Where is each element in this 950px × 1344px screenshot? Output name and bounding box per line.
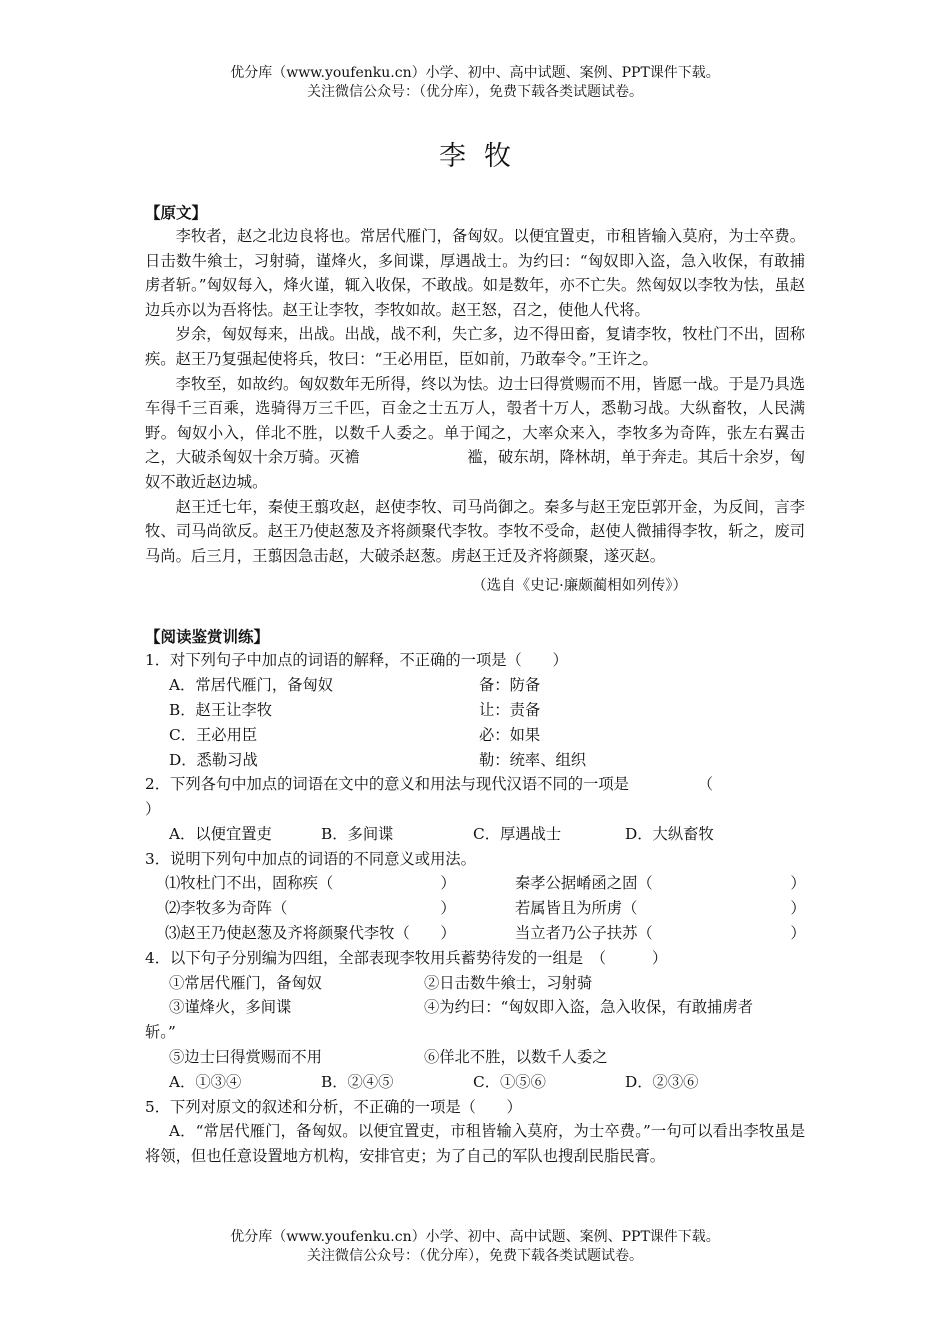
question-4-item-1: ①常居代雁门，备匈奴 [169,973,322,992]
question-3-compare-item: 秦孝公据崤函之固（ ） [515,874,806,893]
question-4-options [145,1070,805,1095]
option-explanation: 必：如果 [479,725,541,744]
question-3-item: ⑵李牧多为奇阵（ ） [165,899,456,918]
question-1-stem: 1．对下列句子中加点的词语的解释，不正确的一项是（ ） [145,651,568,670]
question-3-item: ⑴牧杜门不出，固称疾（ ） [165,874,456,893]
question-3-compare-item: 当立者乃公子扶苏（ ） [515,924,806,943]
question-3-item: ⑶赵王乃使赵葱及齐将颜聚代李牧（ ） [165,924,456,943]
question-2-options [145,822,805,847]
question-2-option-a: A．以便宜置吏 [169,824,272,843]
question-4-item-5: ⑤边士曰得赏赐而不用 [169,1048,322,1067]
question-3-row-1 [145,871,805,896]
question-2-stem: 2．下列各句中加点的词语在文中的意义和用法与现代汉语不同的一项是 （ [145,775,714,794]
question-5-option-a: A．“常居代雁门，备匈奴。以便宜置吏，市租皆输入莫府，为士卒费。”一句可以看出李牧虽是将领，但也任意设置地方机构，安排官吏；为了自己的军队也搜刮民脂民膏。 [145,1122,805,1166]
footer-line-1: 优分库（www.youfenku.cn）小学、初中、高中试题、案例、PPT课件下载。 [230,1229,720,1245]
question-3-row-3 [145,921,805,946]
question-3-row-2 [145,896,805,921]
original-paragraph-4: 赵王迁七年，秦使王翦攻赵，赵使李牧、司马尚御之。秦多与赵王宠臣郭开金，为反间，言李牧、司马尚欲反。赵王乃使赵葱及齐将颜聚代李牧。李牧不受命，赵使人微捕得李牧，斩之，废司马尚。后三月，王翦因急击赵，大破杀赵葱。虏赵王迁及齐将颜聚，遂灭赵。 [145,497,805,565]
option-explanation: 备：防备 [479,676,541,695]
question-4-stem: 4．以下句子分别编为四组，全部表现李牧用兵蓄势待发的一组是 （ ） [145,948,668,967]
question-2-stem-end: ） [145,800,161,819]
option-sentence: C．王必用臣 [169,725,258,744]
original-text-heading: 【原文】 [145,204,208,222]
question-3-stem: 3．说明下列句中加点的词语的不同意义或用法。 [145,849,476,868]
question-4-item-3: ③谨烽火，多间谍 [169,998,292,1017]
question-4-row-3 [145,1045,805,1070]
document-body [145,202,805,1169]
question-2-option-c: C．厚遇战士 [473,824,562,843]
question-2-option-d: D．大纵畜牧 [625,824,714,843]
question-3-compare-item: 若属皆且为所虏（ ） [515,899,806,918]
question-4-item-6: ⑥佯北不胜，以数千人委之 [424,1048,608,1067]
question-4-option-a: A．①③④ [169,1072,242,1091]
exercise-heading: 【阅读鉴赏训练】 [145,628,270,647]
question-4-option-d: D．②③⑥ [625,1072,699,1091]
question-1-option-c [145,723,805,748]
question-2-option-b: B．多间谍 [321,824,394,843]
option-explanation: 勒：统率、组织 [479,750,587,769]
question-4-row-2 [145,995,805,1020]
page-header [0,64,950,102]
question-4-item-2: ②日击数牛飨士，习射骑 [424,973,593,992]
footer-line-2: 关注微信公众号：（优分库），免费下载各类试题试卷。 [307,1248,643,1264]
header-line-2: 关注微信公众号：（优分库），免费下载各类试题试卷。 [307,84,643,100]
option-sentence: B．赵王让李牧 [169,700,273,719]
question-4-option-c: C．①⑤⑥ [473,1072,546,1091]
header-line-1: 优分库（www.youfenku.cn）小学、初中、高中试题、案例、PPT课件下载。 [230,65,720,81]
source-citation: （选自《史记·廉颇蔺相如列传》） [472,578,687,595]
question-4-option-b: B．②④⑤ [321,1072,394,1091]
question-1-option-b [145,698,805,723]
option-explanation: 让：责备 [479,700,541,719]
question-5-stem: 5．下列对原文的叙述和分析，不正确的一项是（ ） [145,1097,522,1116]
question-1-option-a [145,673,805,698]
question-4-item-4: ④为约曰：“匈奴即入盗，急入收保，有敢捕虏者 [424,998,754,1017]
page-title: 李牧 [439,141,529,172]
question-4-row-1 [145,971,805,996]
original-paragraph-1: 李牧者，赵之北边良将也。常居代雁门，备匈奴。以便宜置吏，市租皆输入莫府，为士卒费。日击数牛飨士，习射骑，谨烽火，多间谍，厚遇战士。为约曰：“匈奴即入盗，急入收保，有敢捕虏者斩。”匈奴每入，烽火谨，辄入收保，不敢战。如是数年，亦不亡失。然匈奴以李牧为怯，虽赵边兵亦以为吾将怯。赵王让李牧，李牧如故。赵王怒，召之，使他人代将。 [145,227,805,319]
original-paragraph-2: 岁余，匈奴每来，出战。出战，战不利，失亡多，边不得田畜，复请李牧，牧杜门不出，固称疾。赵王乃复强起使将兵，牧曰：“王必用臣，臣如前，乃敢奉令。”王许之。 [145,325,805,368]
option-sentence: A．常居代雁门，备匈奴 [169,676,334,695]
option-sentence: D．悉勒习战 [169,750,258,769]
original-paragraph-3: 李牧至，如故约。匈奴数年无所得，终以为怯。边士曰得赏赐而不用，皆愿一战。于是乃具选车得千三百乘，选骑得万三千匹，百金之士五万人，彀者十万人，悉勒习战。大纵畜牧，人民满野。匈奴小入，佯北不胜，以数千人委之。单于闻之，大率众来入，李牧多为奇阵，张左右翼击之，大破杀匈奴十余万骑。灭襜 褴，破东胡，降林胡，单于奔走。其后十余岁，匈奴不敢近赵边城。 [145,374,805,491]
question-4-item-4-continued: 斩。” [145,1023,176,1042]
question-1-option-d [145,748,805,773]
page-footer [0,1228,950,1266]
